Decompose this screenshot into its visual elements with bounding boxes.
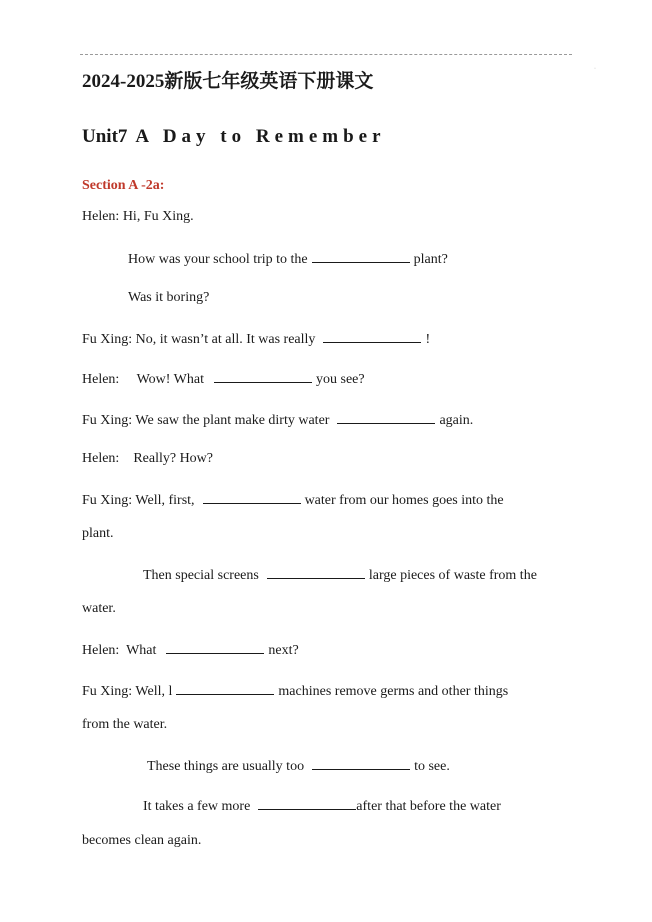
dialogue-line <box>82 681 508 701</box>
dialogue-line <box>143 565 537 585</box>
line-text: These things are usually too <box>147 759 305 774</box>
dialogue-line <box>82 329 430 349</box>
unit-name: A Day to Remember <box>135 126 386 147</box>
dialogue-line <box>147 756 450 776</box>
line-text-after: again. <box>439 413 474 428</box>
fill-in-blank[interactable] <box>337 410 435 424</box>
line-text: Helen: Really? How? <box>82 451 214 466</box>
line-text: Fu Xing: We saw the plant make dirty water <box>82 413 330 428</box>
line-text: plant. <box>82 526 114 541</box>
line-text-after: plant? <box>413 252 448 267</box>
line-text: Fu Xing: No, it wasn’t at all. It was really <box>82 332 316 347</box>
line-text: Helen: Wow! What <box>82 372 204 387</box>
line-text: water. <box>82 601 116 616</box>
dialogue-line <box>82 600 116 618</box>
line-text: Helen: What <box>82 643 157 658</box>
fill-in-blank[interactable] <box>267 565 365 579</box>
dialogue-line <box>82 490 504 510</box>
line-text: Fu Xing: Well, first, <box>82 493 195 508</box>
fill-in-blank[interactable] <box>166 640 264 654</box>
line-text-after: machines remove germs and other things <box>278 684 509 699</box>
unit-title <box>82 126 386 148</box>
line-text: It takes a few more <box>143 799 251 814</box>
fill-in-blank[interactable] <box>312 756 410 770</box>
line-text-after: water from our homes goes into the <box>304 493 504 508</box>
dialogue-line <box>82 525 114 543</box>
line-text: Then special screens <box>143 568 259 583</box>
line-text: Helen: Hi, Fu Xing. <box>82 209 194 224</box>
corner-mark: · <box>594 66 596 72</box>
dialogue-line <box>82 640 299 660</box>
unit-number: Unit7 <box>82 126 128 147</box>
dialogue-line <box>128 289 209 307</box>
line-text-after: you see? <box>316 372 365 387</box>
dialogue-line <box>82 832 201 850</box>
dialogue-line <box>82 369 365 389</box>
dialogue-line <box>82 208 194 226</box>
fill-in-blank[interactable] <box>214 369 312 383</box>
line-text: from the water. <box>82 717 168 732</box>
line-text: How was your school trip to the <box>128 252 308 267</box>
line-text-after: next? <box>268 643 299 658</box>
dialogue-line <box>82 450 213 468</box>
dialogue-line <box>128 249 448 269</box>
header-dashed-rule <box>80 54 572 55</box>
dialogue-line <box>82 410 473 430</box>
fill-in-blank[interactable] <box>176 681 274 695</box>
line-text-after: ! <box>425 332 431 347</box>
line-text: Was it boring? <box>128 290 210 305</box>
fill-in-blank[interactable] <box>323 329 421 343</box>
section-label: Section A -2a: <box>82 178 165 193</box>
dialogue-line <box>82 716 167 734</box>
line-text-after: large pieces of waste from the <box>368 568 537 583</box>
fill-in-blank[interactable] <box>258 796 356 810</box>
fill-in-blank[interactable] <box>312 249 410 263</box>
dialogue-line <box>143 796 501 816</box>
line-text-after: to see. <box>414 759 450 774</box>
line-text: Fu Xing: Well, l <box>82 684 173 699</box>
line-text: becomes clean again. <box>82 833 202 848</box>
line-text-after: after that before the water <box>356 799 501 814</box>
fill-in-blank[interactable] <box>203 490 301 504</box>
document-title: 2024-2025新版七年级英语下册课文 <box>82 71 374 92</box>
